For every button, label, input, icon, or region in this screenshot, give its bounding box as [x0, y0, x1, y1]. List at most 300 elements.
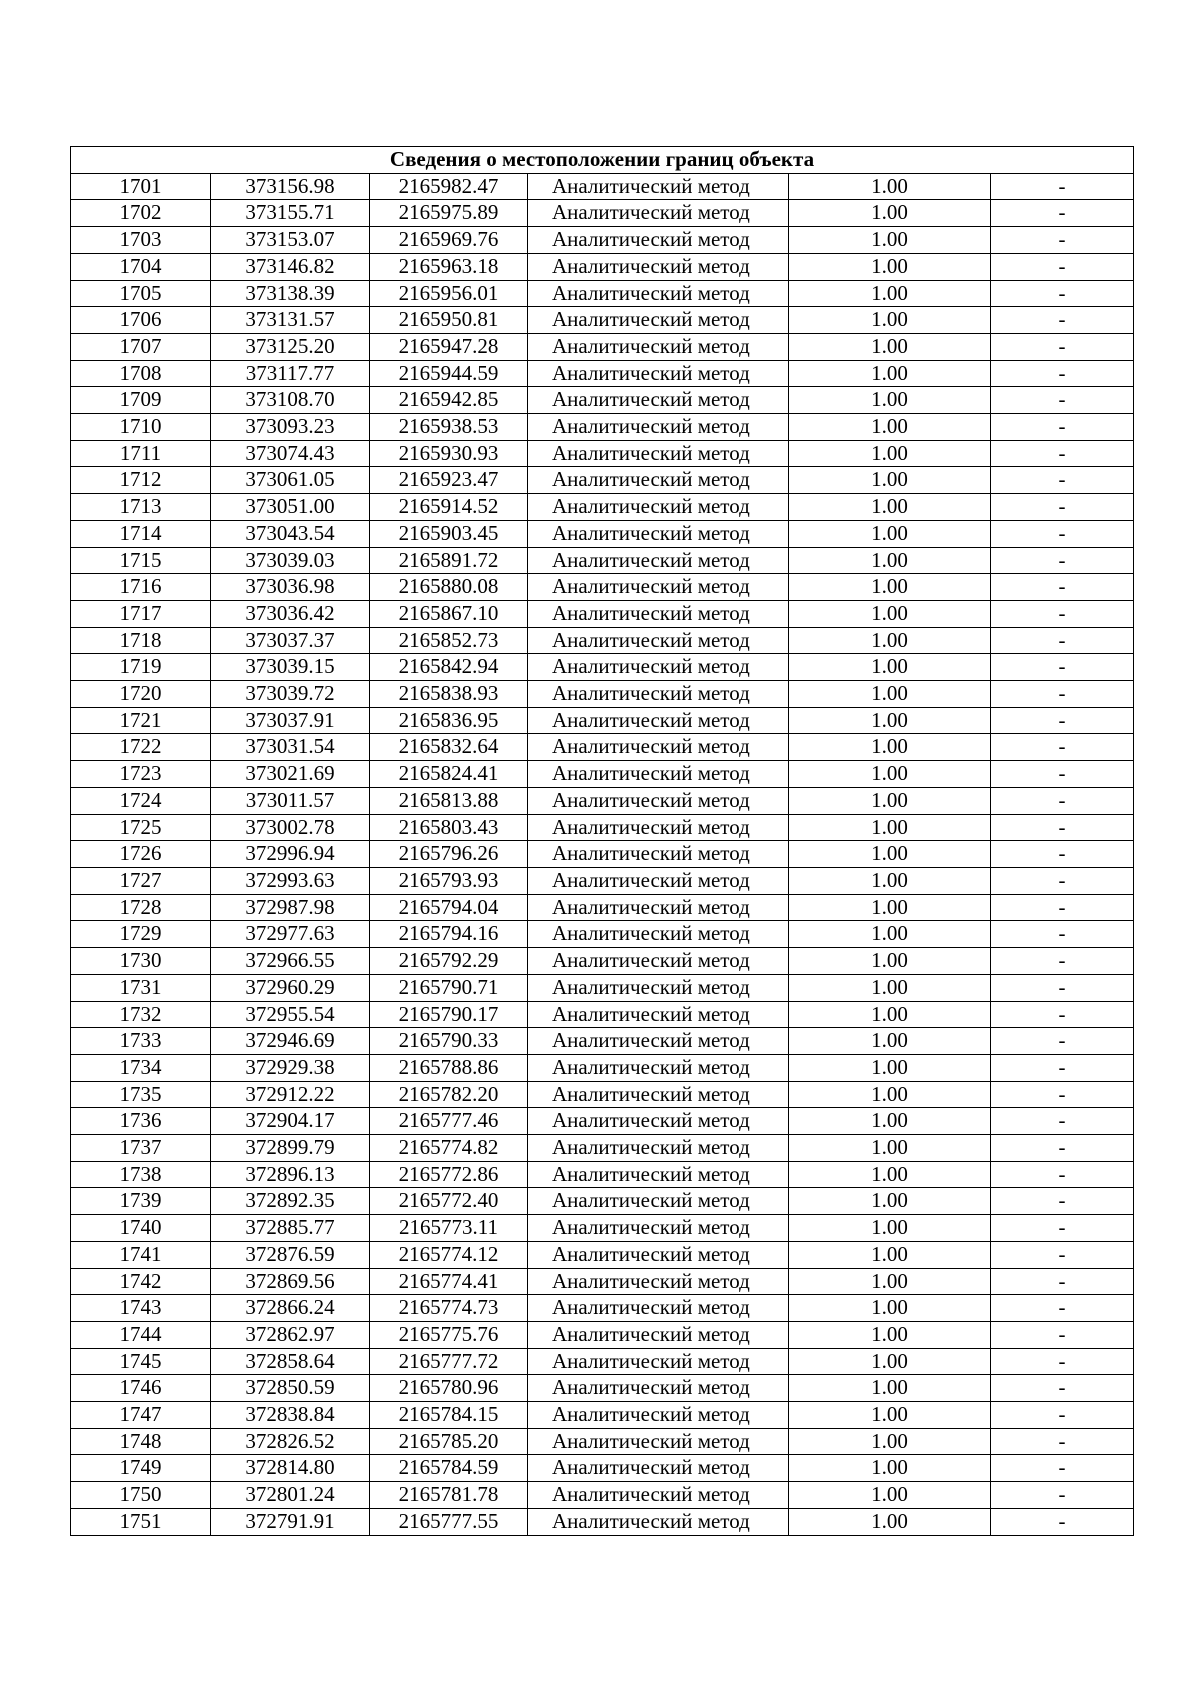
precision-cell: 1.00 — [789, 467, 991, 494]
coordinate-y: 2165793.93 — [370, 867, 528, 894]
precision-cell: 1.00 — [789, 814, 991, 841]
coordinate-x: 373039.15 — [211, 654, 370, 681]
description-cell: - — [991, 1241, 1134, 1268]
precision-cell: 1.00 — [789, 1268, 991, 1295]
coordinate-x: 373051.00 — [211, 494, 370, 521]
table-row — [71, 1188, 1134, 1215]
point-number: 1710 — [71, 414, 211, 441]
precision-cell: 1.00 — [789, 948, 991, 975]
point-number: 1729 — [71, 921, 211, 948]
method-cell: Аналитический метод — [528, 1375, 789, 1402]
coordinate-y: 2165842.94 — [370, 654, 528, 681]
coordinate-x: 373061.05 — [211, 467, 370, 494]
description-cell: - — [991, 333, 1134, 360]
coordinate-x: 372801.24 — [211, 1482, 370, 1509]
method-cell: Аналитический метод — [528, 681, 789, 708]
precision-cell: 1.00 — [789, 1295, 991, 1322]
method-cell: Аналитический метод — [528, 1001, 789, 1028]
coordinate-x: 373153.07 — [211, 227, 370, 254]
method-cell: Аналитический метод — [528, 1321, 789, 1348]
coordinate-x: 373138.39 — [211, 280, 370, 307]
coordinate-x: 372866.24 — [211, 1295, 370, 1322]
coordinate-x: 372929.38 — [211, 1054, 370, 1081]
table-row — [71, 1054, 1134, 1081]
coordinate-y: 2165852.73 — [370, 627, 528, 654]
method-cell: Аналитический метод — [528, 1161, 789, 1188]
description-cell: - — [991, 627, 1134, 654]
point-number: 1724 — [71, 787, 211, 814]
table-row — [71, 333, 1134, 360]
table-row — [71, 1135, 1134, 1162]
coordinate-y: 2165777.46 — [370, 1108, 528, 1135]
coordinate-x: 372791.91 — [211, 1508, 370, 1535]
table-row — [71, 440, 1134, 467]
method-cell: Аналитический метод — [528, 761, 789, 788]
method-cell: Аналитический метод — [528, 173, 789, 200]
precision-cell: 1.00 — [789, 1161, 991, 1188]
coordinate-y: 2165947.28 — [370, 333, 528, 360]
description-cell: - — [991, 1508, 1134, 1535]
method-cell: Аналитический метод — [528, 520, 789, 547]
description-cell: - — [991, 467, 1134, 494]
point-number: 1715 — [71, 547, 211, 574]
coordinate-y: 2165774.12 — [370, 1241, 528, 1268]
description-cell: - — [991, 307, 1134, 334]
table-row — [71, 1375, 1134, 1402]
precision-cell: 1.00 — [789, 787, 991, 814]
description-cell: - — [991, 547, 1134, 574]
description-cell: - — [991, 841, 1134, 868]
precision-cell: 1.00 — [789, 574, 991, 601]
coordinate-x: 373093.23 — [211, 414, 370, 441]
table-title: Сведения о местоположении границ объекта — [71, 147, 1134, 174]
description-cell: - — [991, 814, 1134, 841]
description-cell: - — [991, 1295, 1134, 1322]
precision-cell: 1.00 — [789, 734, 991, 761]
coordinate-x: 372858.64 — [211, 1348, 370, 1375]
description-cell: - — [991, 200, 1134, 227]
method-cell: Аналитический метод — [528, 307, 789, 334]
point-number: 1725 — [71, 814, 211, 841]
method-cell: Аналитический метод — [528, 440, 789, 467]
table-row — [71, 520, 1134, 547]
table-row — [71, 1402, 1134, 1429]
coordinate-y: 2165777.55 — [370, 1508, 528, 1535]
point-number: 1743 — [71, 1295, 211, 1322]
table-row — [71, 787, 1134, 814]
method-cell: Аналитический метод — [528, 974, 789, 1001]
table-row — [71, 841, 1134, 868]
coordinate-y: 2165950.81 — [370, 307, 528, 334]
point-number: 1703 — [71, 227, 211, 254]
description-cell: - — [991, 1161, 1134, 1188]
point-number: 1736 — [71, 1108, 211, 1135]
precision-cell: 1.00 — [789, 494, 991, 521]
table-row — [71, 867, 1134, 894]
coordinate-y: 2165775.76 — [370, 1321, 528, 1348]
coordinate-y: 2165930.93 — [370, 440, 528, 467]
coordinate-y: 2165903.45 — [370, 520, 528, 547]
method-cell: Аналитический метод — [528, 600, 789, 627]
table-row — [71, 681, 1134, 708]
description-cell: - — [991, 707, 1134, 734]
point-number: 1704 — [71, 253, 211, 280]
precision-cell: 1.00 — [789, 200, 991, 227]
point-number: 1735 — [71, 1081, 211, 1108]
table-row — [71, 1295, 1134, 1322]
method-cell: Аналитический метод — [528, 574, 789, 601]
description-cell: - — [991, 173, 1134, 200]
table-row — [71, 387, 1134, 414]
precision-cell: 1.00 — [789, 307, 991, 334]
coordinate-x: 372885.77 — [211, 1215, 370, 1242]
description-cell: - — [991, 1001, 1134, 1028]
precision-cell: 1.00 — [789, 1348, 991, 1375]
precision-cell: 1.00 — [789, 280, 991, 307]
table-row — [71, 948, 1134, 975]
description-cell: - — [991, 280, 1134, 307]
table-row — [71, 1268, 1134, 1295]
point-number: 1728 — [71, 894, 211, 921]
method-cell: Аналитический метод — [528, 1482, 789, 1509]
table-row — [71, 707, 1134, 734]
coordinate-y: 2165982.47 — [370, 173, 528, 200]
precision-cell: 1.00 — [789, 921, 991, 948]
coordinate-x: 372892.35 — [211, 1188, 370, 1215]
point-number: 1722 — [71, 734, 211, 761]
coordinate-x: 373036.98 — [211, 574, 370, 601]
description-cell: - — [991, 894, 1134, 921]
method-cell: Аналитический метод — [528, 787, 789, 814]
coordinate-x: 373037.37 — [211, 627, 370, 654]
precision-cell: 1.00 — [789, 707, 991, 734]
coordinate-y: 2165938.53 — [370, 414, 528, 441]
table-row — [71, 814, 1134, 841]
point-number: 1742 — [71, 1268, 211, 1295]
method-cell: Аналитический метод — [528, 227, 789, 254]
point-number: 1723 — [71, 761, 211, 788]
method-cell: Аналитический метод — [528, 1508, 789, 1535]
table-row — [71, 1108, 1134, 1135]
precision-cell: 1.00 — [789, 1054, 991, 1081]
coordinate-y: 2165772.40 — [370, 1188, 528, 1215]
description-cell: - — [991, 1081, 1134, 1108]
description-cell: - — [991, 1375, 1134, 1402]
coordinate-x: 373131.57 — [211, 307, 370, 334]
method-cell: Аналитический метод — [528, 200, 789, 227]
point-number: 1711 — [71, 440, 211, 467]
coordinate-y: 2165790.33 — [370, 1028, 528, 1055]
method-cell: Аналитический метод — [528, 1081, 789, 1108]
description-cell: - — [991, 600, 1134, 627]
coordinate-x: 373043.54 — [211, 520, 370, 547]
description-cell: - — [991, 1215, 1134, 1242]
coordinate-x: 372912.22 — [211, 1081, 370, 1108]
method-cell: Аналитический метод — [528, 1402, 789, 1429]
precision-cell: 1.00 — [789, 1081, 991, 1108]
coordinate-x: 373021.69 — [211, 761, 370, 788]
coordinate-y: 2165956.01 — [370, 280, 528, 307]
method-cell: Аналитический метод — [528, 547, 789, 574]
precision-cell: 1.00 — [789, 1321, 991, 1348]
description-cell: - — [991, 227, 1134, 254]
description-cell: - — [991, 520, 1134, 547]
method-cell: Аналитический метод — [528, 627, 789, 654]
point-number: 1719 — [71, 654, 211, 681]
description-cell: - — [991, 1028, 1134, 1055]
method-cell: Аналитический метод — [528, 387, 789, 414]
coordinate-x: 372966.55 — [211, 948, 370, 975]
coordinate-y: 2165772.86 — [370, 1161, 528, 1188]
method-cell: Аналитический метод — [528, 1241, 789, 1268]
point-number: 1746 — [71, 1375, 211, 1402]
precision-cell: 1.00 — [789, 360, 991, 387]
coordinate-y: 2165784.15 — [370, 1402, 528, 1429]
description-cell: - — [991, 253, 1134, 280]
point-number: 1738 — [71, 1161, 211, 1188]
point-number: 1747 — [71, 1402, 211, 1429]
table-row — [71, 1321, 1134, 1348]
coordinate-x: 372862.97 — [211, 1321, 370, 1348]
coordinate-y: 2165792.29 — [370, 948, 528, 975]
coordinate-y: 2165880.08 — [370, 574, 528, 601]
description-cell: - — [991, 867, 1134, 894]
coordinate-y: 2165796.26 — [370, 841, 528, 868]
description-cell: - — [991, 948, 1134, 975]
coordinate-x: 373031.54 — [211, 734, 370, 761]
precision-cell: 1.00 — [789, 1482, 991, 1509]
point-number: 1720 — [71, 681, 211, 708]
coordinate-x: 373125.20 — [211, 333, 370, 360]
coordinate-x: 372899.79 — [211, 1135, 370, 1162]
coordinate-y: 2165944.59 — [370, 360, 528, 387]
method-cell: Аналитический метод — [528, 1455, 789, 1482]
table-row — [71, 600, 1134, 627]
description-cell: - — [991, 360, 1134, 387]
method-cell: Аналитический метод — [528, 414, 789, 441]
coordinate-y: 2165774.73 — [370, 1295, 528, 1322]
description-cell: - — [991, 494, 1134, 521]
description-cell: - — [991, 1428, 1134, 1455]
point-number: 1705 — [71, 280, 211, 307]
precision-cell: 1.00 — [789, 1001, 991, 1028]
precision-cell: 1.00 — [789, 1241, 991, 1268]
coordinate-y: 2165867.10 — [370, 600, 528, 627]
coordinate-x: 373074.43 — [211, 440, 370, 467]
coordinate-y: 2165777.72 — [370, 1348, 528, 1375]
description-cell: - — [991, 1188, 1134, 1215]
coordinate-y: 2165790.17 — [370, 1001, 528, 1028]
table-row — [71, 547, 1134, 574]
precision-cell: 1.00 — [789, 841, 991, 868]
coordinate-x: 372946.69 — [211, 1028, 370, 1055]
coordinate-x: 373117.77 — [211, 360, 370, 387]
description-cell: - — [991, 654, 1134, 681]
method-cell: Аналитический метод — [528, 1108, 789, 1135]
point-number: 1733 — [71, 1028, 211, 1055]
table-row — [71, 1348, 1134, 1375]
precision-cell: 1.00 — [789, 1455, 991, 1482]
coordinate-y: 2165782.20 — [370, 1081, 528, 1108]
table-row — [71, 227, 1134, 254]
point-number: 1706 — [71, 307, 211, 334]
precision-cell: 1.00 — [789, 1402, 991, 1429]
precision-cell: 1.00 — [789, 600, 991, 627]
coordinate-y: 2165780.96 — [370, 1375, 528, 1402]
coordinate-y: 2165914.52 — [370, 494, 528, 521]
table-row — [71, 574, 1134, 601]
point-number: 1739 — [71, 1188, 211, 1215]
table-row — [71, 654, 1134, 681]
precision-cell: 1.00 — [789, 681, 991, 708]
precision-cell: 1.00 — [789, 1135, 991, 1162]
description-cell: - — [991, 974, 1134, 1001]
method-cell: Аналитический метод — [528, 1428, 789, 1455]
method-cell: Аналитический метод — [528, 1295, 789, 1322]
description-cell: - — [991, 387, 1134, 414]
coordinate-y: 2165963.18 — [370, 253, 528, 280]
point-number: 1741 — [71, 1241, 211, 1268]
table-row — [71, 1428, 1134, 1455]
coordinate-x: 372896.13 — [211, 1161, 370, 1188]
coordinate-x: 373155.71 — [211, 200, 370, 227]
precision-cell: 1.00 — [789, 333, 991, 360]
precision-cell: 1.00 — [789, 173, 991, 200]
description-cell: - — [991, 681, 1134, 708]
coordinate-x: 372987.98 — [211, 894, 370, 921]
coordinate-y: 2165774.41 — [370, 1268, 528, 1295]
table-row — [71, 1241, 1134, 1268]
point-number: 1751 — [71, 1508, 211, 1535]
coordinate-x: 372838.84 — [211, 1402, 370, 1429]
coordinate-y: 2165891.72 — [370, 547, 528, 574]
point-number: 1737 — [71, 1135, 211, 1162]
precision-cell: 1.00 — [789, 1028, 991, 1055]
coordinate-y: 2165969.76 — [370, 227, 528, 254]
point-number: 1713 — [71, 494, 211, 521]
table-row — [71, 200, 1134, 227]
precision-cell: 1.00 — [789, 414, 991, 441]
coordinate-x: 372993.63 — [211, 867, 370, 894]
table-title-row — [71, 147, 1134, 174]
coordinate-y: 2165774.82 — [370, 1135, 528, 1162]
precision-cell: 1.00 — [789, 894, 991, 921]
table-row — [71, 494, 1134, 521]
precision-cell: 1.00 — [789, 627, 991, 654]
table-row — [71, 894, 1134, 921]
point-number: 1749 — [71, 1455, 211, 1482]
coordinate-x: 372977.63 — [211, 921, 370, 948]
coordinate-y: 2165832.64 — [370, 734, 528, 761]
method-cell: Аналитический метод — [528, 1028, 789, 1055]
description-cell: - — [991, 1402, 1134, 1429]
point-number: 1702 — [71, 200, 211, 227]
description-cell: - — [991, 1455, 1134, 1482]
point-number: 1701 — [71, 173, 211, 200]
precision-cell: 1.00 — [789, 547, 991, 574]
coordinate-x: 372876.59 — [211, 1241, 370, 1268]
method-cell: Аналитический метод — [528, 280, 789, 307]
point-number: 1732 — [71, 1001, 211, 1028]
table-body — [71, 173, 1134, 1535]
point-number: 1744 — [71, 1321, 211, 1348]
point-number: 1726 — [71, 841, 211, 868]
coordinate-x: 372814.80 — [211, 1455, 370, 1482]
description-cell: - — [991, 414, 1134, 441]
coordinates-table — [70, 146, 1134, 1536]
coordinate-y: 2165824.41 — [370, 761, 528, 788]
point-number: 1708 — [71, 360, 211, 387]
table-row — [71, 1482, 1134, 1509]
coordinate-y: 2165790.71 — [370, 974, 528, 1001]
method-cell: Аналитический метод — [528, 467, 789, 494]
coordinate-x: 373146.82 — [211, 253, 370, 280]
coordinate-x: 373037.91 — [211, 707, 370, 734]
precision-cell: 1.00 — [789, 1188, 991, 1215]
description-cell: - — [991, 1054, 1134, 1081]
coordinate-y: 2165784.59 — [370, 1455, 528, 1482]
coordinate-y: 2165838.93 — [370, 681, 528, 708]
coordinate-y: 2165781.78 — [370, 1482, 528, 1509]
description-cell: - — [991, 921, 1134, 948]
point-number: 1709 — [71, 387, 211, 414]
coordinate-x: 372960.29 — [211, 974, 370, 1001]
table-row — [71, 467, 1134, 494]
coordinate-x: 372850.59 — [211, 1375, 370, 1402]
coordinate-x: 372869.56 — [211, 1268, 370, 1295]
table-row — [71, 1455, 1134, 1482]
precision-cell: 1.00 — [789, 974, 991, 1001]
point-number: 1707 — [71, 333, 211, 360]
table-row — [71, 280, 1134, 307]
table-row — [71, 1081, 1134, 1108]
point-number: 1730 — [71, 948, 211, 975]
point-number: 1731 — [71, 974, 211, 1001]
coordinate-x: 373039.03 — [211, 547, 370, 574]
precision-cell: 1.00 — [789, 440, 991, 467]
method-cell: Аналитический метод — [528, 1348, 789, 1375]
coordinate-x: 372904.17 — [211, 1108, 370, 1135]
table-row — [71, 253, 1134, 280]
coordinate-x: 373011.57 — [211, 787, 370, 814]
description-cell: - — [991, 1348, 1134, 1375]
method-cell: Аналитический метод — [528, 814, 789, 841]
table-row — [71, 307, 1134, 334]
precision-cell: 1.00 — [789, 253, 991, 280]
coordinate-y: 2165794.04 — [370, 894, 528, 921]
coordinate-x: 372826.52 — [211, 1428, 370, 1455]
description-cell: - — [991, 734, 1134, 761]
description-cell: - — [991, 1108, 1134, 1135]
method-cell: Аналитический метод — [528, 867, 789, 894]
coordinate-x: 373156.98 — [211, 173, 370, 200]
table-row — [71, 414, 1134, 441]
coordinate-x: 373108.70 — [211, 387, 370, 414]
point-number: 1718 — [71, 627, 211, 654]
table-row — [71, 734, 1134, 761]
description-cell: - — [991, 1135, 1134, 1162]
coordinate-y: 2165836.95 — [370, 707, 528, 734]
method-cell: Аналитический метод — [528, 1054, 789, 1081]
point-number: 1734 — [71, 1054, 211, 1081]
description-cell: - — [991, 1268, 1134, 1295]
method-cell: Аналитический метод — [528, 494, 789, 521]
point-number: 1740 — [71, 1215, 211, 1242]
precision-cell: 1.00 — [789, 1215, 991, 1242]
precision-cell: 1.00 — [789, 761, 991, 788]
coordinate-y: 2165788.86 — [370, 1054, 528, 1081]
precision-cell: 1.00 — [789, 1428, 991, 1455]
